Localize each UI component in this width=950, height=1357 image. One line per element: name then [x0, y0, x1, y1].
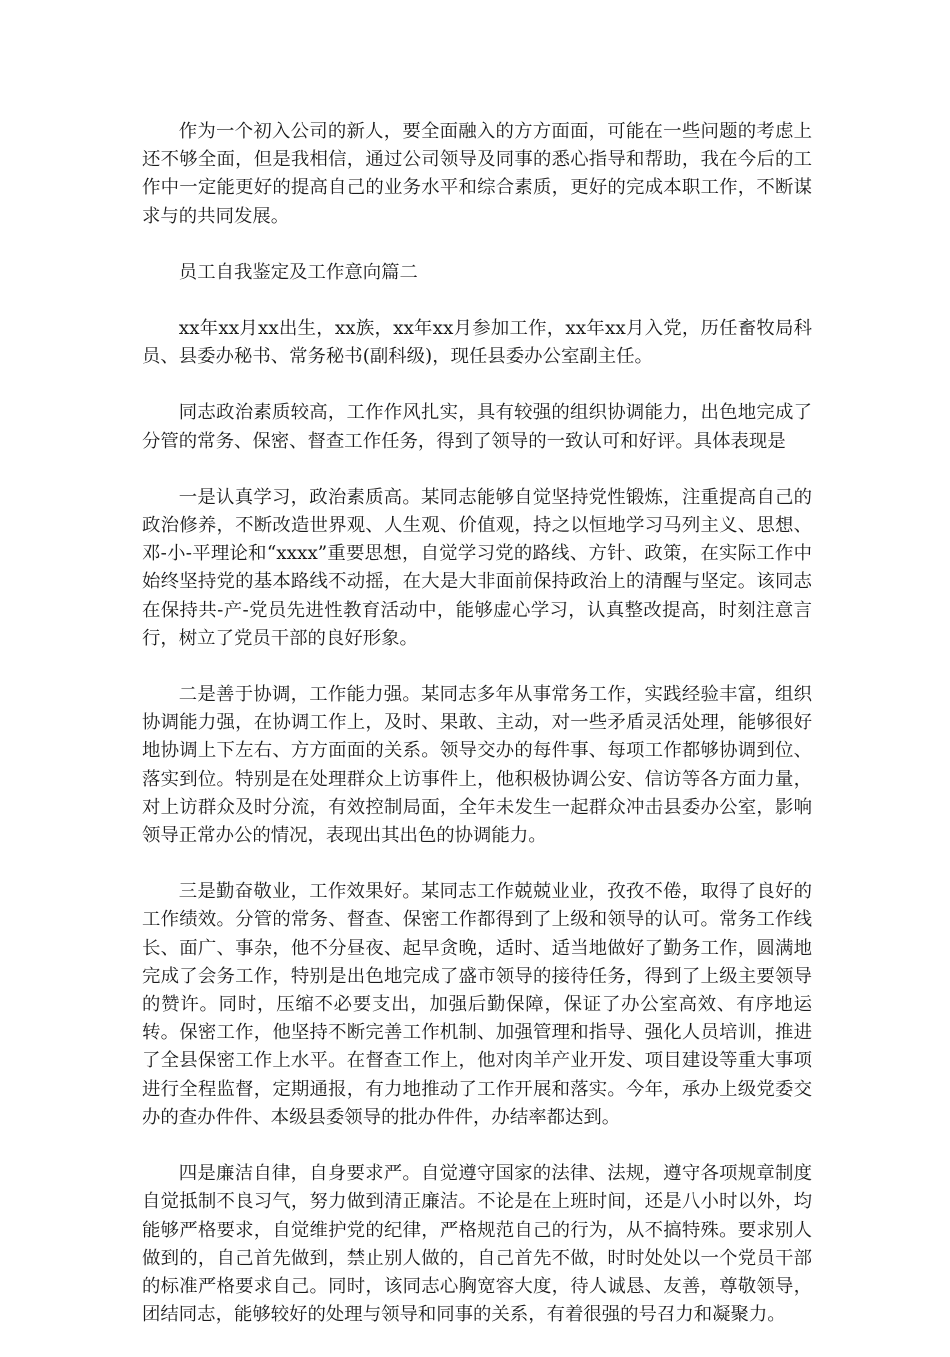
paragraph-summary: 同志政治素质较高，工作作风扎实，具有较强的组织协调能力，出色地完成了分管的常务、保密、督查工作任务，得到了领导的一致认可和好评。具体表现是: [142, 402, 812, 452]
paragraph-point-four: 四是廉洁自律，自身要求严。自觉遵守国家的法律、法规，遵守各项规章制度自觉抵制不良习气，努力做到清正廉洁。不论是在上班时间，还是八小时以外，均能够严格要求，自觉维护党的纪律，严格规范自己的行为，从不搞特殊。要求别人做到的，自己首先做到，禁止别人做的，自己首先不做，时时处处以一个党员干部的标准严格要求自己。同时，该同志心胸宽容大度，待人诚恳、友善，尊敬领导，团结同志，能够较好的处理与领导和同事的关系，有着很强的号召力和凝聚力。: [142, 1163, 812, 1326]
section-heading: 员工自我鉴定及工作意向篇二: [178, 261, 418, 283]
paragraph-point-three: 三是勤奋敬业，工作效果好。某同志工作兢兢业业，孜孜不倦，取得了良好的工作绩效。分管的常务、督查、保密工作都得到了上级和领导的认可。常务工作线长、面广、事杂，他不分昼夜、起早贪晚，适时、适当地做好了勤务工作，圆满地完成了会务工作，特别是出色地完成了盛市领导的接待任务，得到了上级主要领导的赞许。同时，压缩不必要支出，加强后勤保障，保证了办公室高效、有序地运转。保密工作，他坚持不断完善工作机制、加强管理和指导、强化人员培训，推进了全县保密工作上水平。在督查工作上，他对肉羊产业开发、项目建设等重大事项进行全程监督，定期通报，有力地推动了工作开展和落实。今年，承办上级党委交办的查办件件、本级县委领导的批办件件，办结率都达到。: [142, 881, 812, 1128]
paragraph-point-one: 一是认真学习，政治素质高。某同志能够自觉坚持党性锻炼，注重提高自己的政治修养，不断改造世界观、人生观、价值观，持之以恒地学习马列主义、思想、邓-小-平理论和“xxxx”重要思想，自觉学习党的路线、方针、政策，在实际工作中始终坚持党的基本路线不动摇，在大是大非面前保持政治上的清醒与坚定。该同志在保持共-产-党员先进性教育活动中，能够虚心学习，认真整改提高，时刻注意言行，树立了党员干部的良好形象。: [142, 486, 812, 649]
paragraph-intro: 作为一个初入公司的新人，要全面融入的方方面面，可能在一些问题的考虑上还不够全面，但是我相信，通过公司领导及同事的悉心指导和帮助，我在今后的工作中一定能更好的提高自己的业务水平和综合素质，更好的完成本职工作，不断谋求与的共同发展。: [142, 121, 812, 227]
paragraph-point-two: 二是善于协调，工作能力强。某同志多年从事常务工作，实践经验丰富，组织协调能力强，在协调工作上，及时、果敢、主动，对一些矛盾灵活处理，能够很好地协调上下左右、方方面面的关系。领导交办的每件事、每项工作都够协调到位、落实到位。特别是在处理群众上访事件上，他积极协调公安、信访等各方面力量，对上访群众及时分流，有效控制局面，全年未发生一起群众冲击县委办公室，影响领导正常办公的情况，表现出其出色的协调能力。: [142, 684, 812, 847]
document-body: [142, 118, 812, 1357]
paragraph-bio: xx年xx月xx出生，xx族，xx年xx月参加工作，xx年xx月入党，历任畜牧局科员、县委办秘书、常务秘书(副科级)，现任县委办公室副主任。: [142, 318, 812, 368]
